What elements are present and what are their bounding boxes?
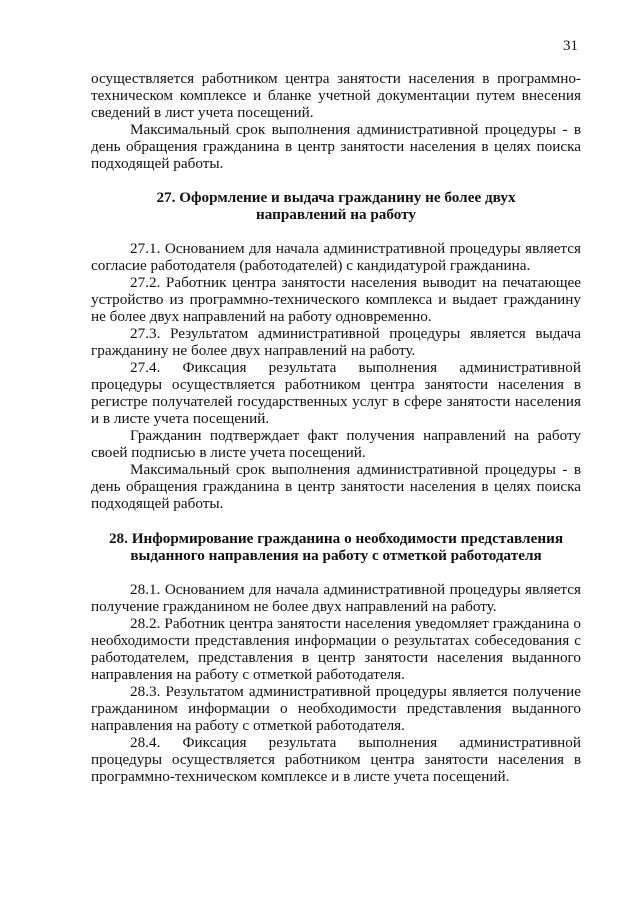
section-27-heading-line-1: 27. Оформление и выдача гражданину не более двух	[156, 189, 516, 206]
section-27-paragraph-3: 27.3. Результатом административной процедуры является выдача гражданину не более двух направлений на работу.	[91, 325, 581, 359]
intro-paragraph-continued: осуществляется работником центра занятости населения в программно-техническом комплексе и бланке учетной документации путем внесения сведений в лист учета посещений.	[91, 70, 581, 121]
section-27-paragraph-2: 27.2. Работник центра занятости населения выводит на печатающее устройство из программно-технического комплекса и выдает гражданину не более двух направлений на работу одновременно.	[91, 274, 581, 325]
section-28-heading-line-1: 28. Информирование гражданина о необходимости представления	[108, 530, 564, 547]
spacer	[91, 564, 581, 581]
section-28-paragraph-3: 28.3. Результатом административной процедуры является получение гражданином информации о необходимости представления выданного направления на работу с отметкой работодателя.	[91, 683, 581, 734]
spacer	[91, 172, 581, 189]
section-27-paragraph-5: Гражданин подтверждает факт получения направлений на работу своей подписью в листе учета посещений.	[91, 427, 581, 461]
section-28-heading	[91, 530, 581, 564]
document-body	[91, 70, 581, 785]
section-27-heading-line-2: направлений на работу	[255, 206, 417, 223]
spacer	[91, 512, 581, 530]
section-27-paragraph-1: 27.1. Основанием для начала административной процедуры является согласие работодателя (работодателей) с кандидатурой гражданина.	[91, 240, 581, 274]
page-number: 31	[563, 38, 578, 54]
section-27-heading	[91, 189, 581, 223]
intro-deadline-paragraph: Максимальный срок выполнения административной процедуры - в день обращения гражданина в центр занятости населения в целях поиска подходящей работы.	[91, 121, 581, 172]
section-28-paragraph-2: 28.2. Работник центра занятости населения уведомляет гражданина о необходимости представления информации о результатах собеседования с работодателем, представления в центр занятости населения выданного направления на работу с отметкой работодателя.	[91, 615, 581, 683]
section-28-paragraph-1: 28.1. Основанием для начала административной процедуры является получение гражданином не более двух направлений на работу.	[91, 581, 581, 615]
section-27-paragraph-6: Максимальный срок выполнения административной процедуры - в день обращения гражданина в центр занятости населения в целях поиска подходящей работы.	[91, 461, 581, 512]
section-28-paragraph-4: 28.4. Фиксация результата выполнения административной процедуры осуществляется работником центра занятости населения в программно-техническом комплексе и в листе учета посещений.	[91, 734, 581, 785]
section-28-heading-line-2: выданного направления на работу с отметкой работодателя	[130, 547, 542, 564]
section-27-paragraph-4: 27.4. Фиксация результата выполнения административной процедуры осуществляется работником центра занятости населения в регистре получателей государственных услуг в сфере занятости населения и в листе учета посещений.	[91, 359, 581, 427]
spacer	[91, 223, 581, 240]
